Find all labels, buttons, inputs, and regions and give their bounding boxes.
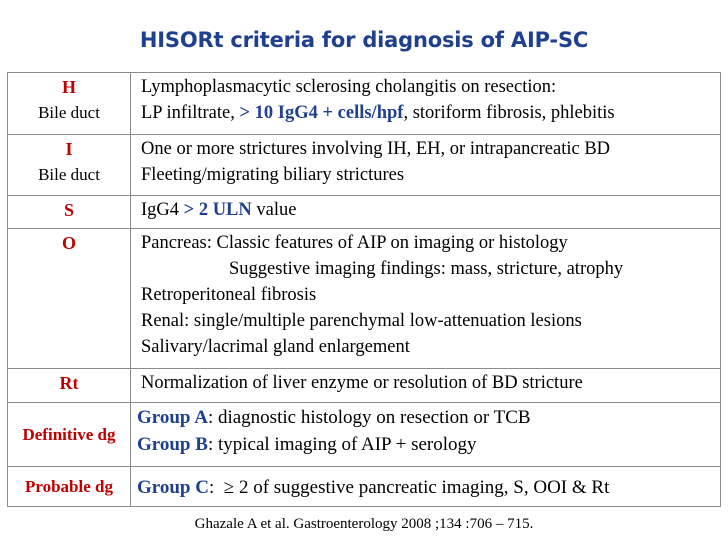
slide-title: HISORt criteria for diagnosis of AIP-SC bbox=[139, 28, 589, 52]
criterion-cell bbox=[8, 369, 131, 403]
criterion-cell bbox=[8, 229, 131, 369]
highlight-text: > 10 IgG4 + cells/hpf bbox=[239, 103, 404, 123]
criterion-description bbox=[131, 135, 721, 196]
criterion-code: O bbox=[61, 233, 76, 253]
group-name: Group B bbox=[137, 434, 208, 455]
citation: Ghazale A et al. Gastroenterology 2008 ;134 :706 – 715. bbox=[194, 516, 534, 532]
criterion-sublabel: Bile duct bbox=[38, 103, 100, 122]
group-name: Group C bbox=[137, 476, 209, 498]
table-row-s bbox=[8, 196, 721, 229]
criterion-description bbox=[131, 73, 721, 135]
diagnosis-groups bbox=[131, 467, 721, 507]
table-row-rt bbox=[8, 369, 721, 403]
description-line: Lymphoplasmacytic sclerosing cholangitis on resection: bbox=[141, 77, 557, 97]
table-row-probable bbox=[8, 467, 721, 507]
criterion-sublabel: Bile duct bbox=[38, 165, 100, 184]
criterion-cell bbox=[8, 73, 131, 135]
group-text: : diagnostic histology on resection or TCB bbox=[207, 407, 531, 428]
text-segment: IgG4 bbox=[141, 200, 184, 220]
description-line: One or more strictures involving IH, EH, or intrapancreatic BD bbox=[141, 139, 611, 159]
text-segment: LP infiltrate, bbox=[141, 103, 240, 123]
text-segment: value bbox=[251, 200, 297, 220]
criterion-code: Rt bbox=[59, 373, 79, 393]
diagnosis-label: Probable dg bbox=[8, 467, 131, 507]
criterion-description bbox=[131, 229, 721, 369]
group-text: : typical imaging of AIP + serology bbox=[207, 434, 477, 455]
criterion-cell bbox=[8, 135, 131, 196]
table-row-h bbox=[8, 73, 721, 135]
criterion-code: I bbox=[65, 139, 73, 159]
description-line: Retroperitoneal fibrosis bbox=[141, 285, 317, 305]
description-line bbox=[141, 197, 720, 223]
group-text: : ≥ 2 of suggestive pancreatic imaging, S, OOI & Rt bbox=[208, 476, 610, 498]
description-line: Normalization of liver enzyme or resolution of BD stricture bbox=[141, 373, 583, 393]
description-line: Salivary/lacrimal gland enlargement bbox=[141, 337, 410, 357]
table-row-o bbox=[8, 229, 721, 369]
group-line bbox=[137, 404, 720, 431]
criterion-description bbox=[131, 196, 721, 229]
group-line bbox=[137, 474, 720, 501]
description-line: Renal: single/multiple parenchymal low-attenuation lesions bbox=[141, 311, 582, 331]
criterion-description bbox=[131, 369, 721, 403]
diagnosis-label: Definitive dg bbox=[8, 403, 131, 467]
description-line: Suggestive imaging findings: mass, stricture, atrophy bbox=[229, 259, 624, 279]
criteria-table bbox=[7, 72, 721, 507]
table-row-definitive bbox=[8, 403, 721, 467]
diagnosis-groups bbox=[131, 403, 721, 467]
table-row-i bbox=[8, 135, 721, 196]
description-line: Fleeting/migrating biliary strictures bbox=[141, 165, 405, 185]
criterion-cell bbox=[8, 196, 131, 229]
criterion-code: S bbox=[63, 200, 74, 220]
criterion-code: H bbox=[61, 77, 76, 97]
text-segment: , storiform fibrosis, phlebitis bbox=[403, 103, 615, 123]
description-line bbox=[141, 100, 720, 126]
group-line bbox=[137, 431, 720, 458]
highlight-text: > 2 ULN bbox=[183, 200, 252, 220]
group-name: Group A bbox=[137, 407, 208, 428]
description-line: Pancreas: Classic features of AIP on imaging or histology bbox=[141, 233, 568, 253]
